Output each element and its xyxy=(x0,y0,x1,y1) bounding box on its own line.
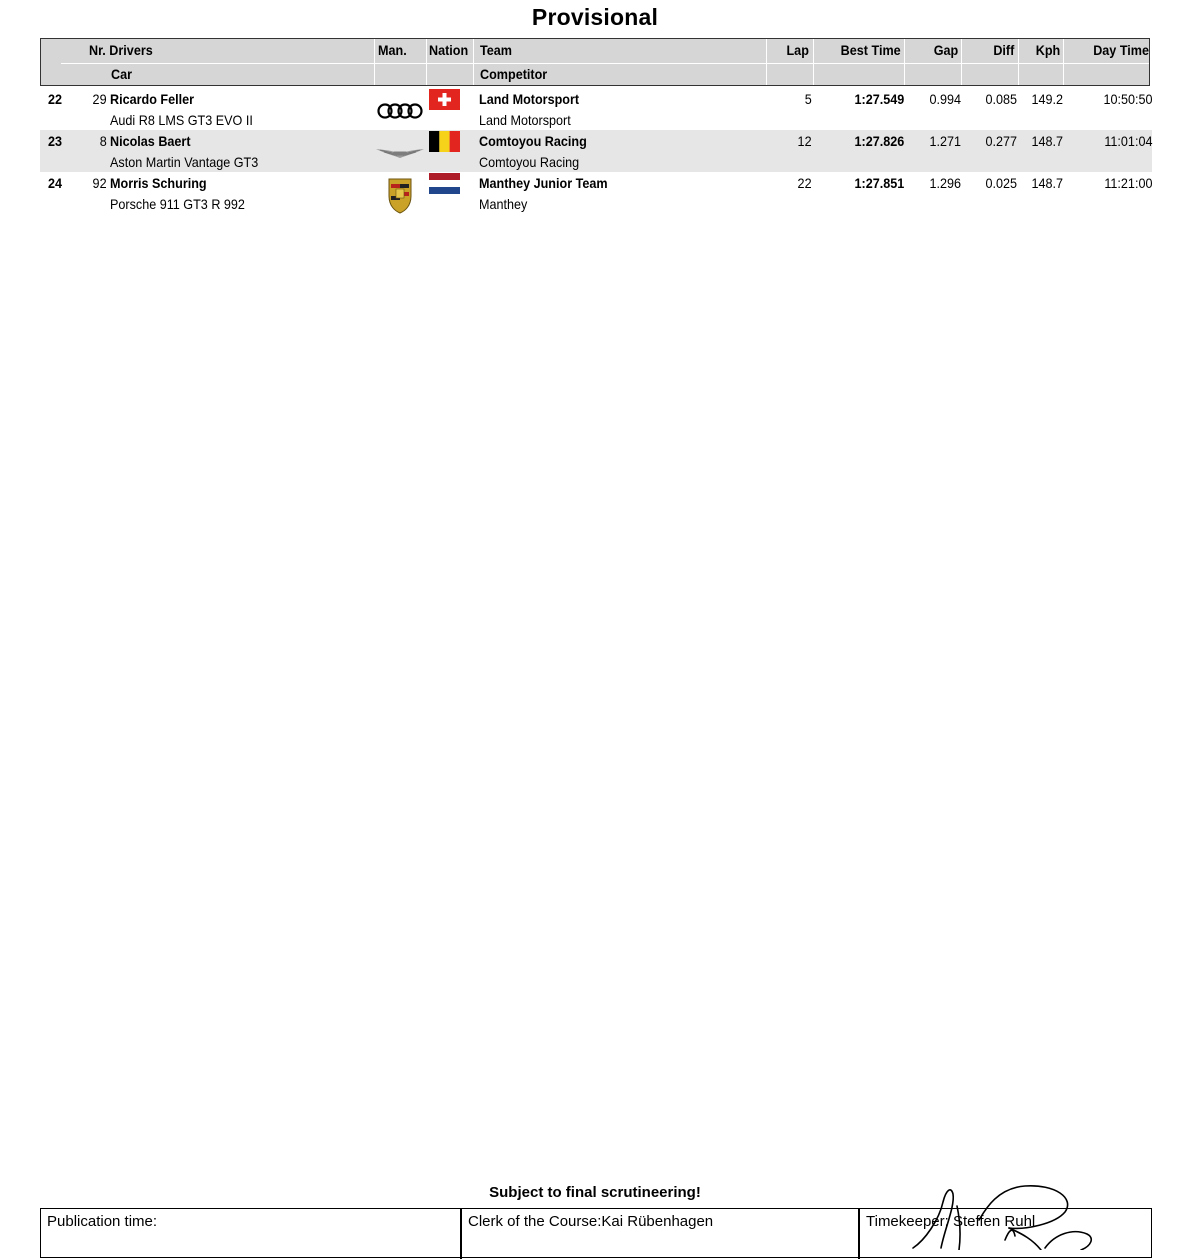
header-best-time: Best Time xyxy=(840,42,901,58)
results-table-header xyxy=(40,38,1150,86)
lap-value: 12 xyxy=(797,133,812,149)
switzerland-flag-icon xyxy=(429,89,460,110)
team-name: Land Motorsport xyxy=(479,91,580,107)
signature-icon xyxy=(905,1180,1105,1250)
kph-value: 148.7 xyxy=(1031,175,1063,191)
competitor-name: Comtoyou Racing xyxy=(479,154,580,170)
best-time-value: 1:27.549 xyxy=(854,91,904,107)
kph-value: 148.7 xyxy=(1031,133,1063,149)
team-name: Comtoyou Racing xyxy=(479,133,587,149)
gap-value: 0.994 xyxy=(929,91,961,107)
competitor-name: Land Motorsport xyxy=(479,112,571,128)
table-row xyxy=(40,88,1152,130)
header-column-divider xyxy=(961,39,962,85)
publication-time-label: Publication time: xyxy=(47,1213,158,1230)
car-model: Aston Martin Vantage GT3 xyxy=(110,154,259,170)
team-name: Manthey Junior Team xyxy=(479,175,608,191)
car-model: Porsche 911 GT3 R 992 xyxy=(110,196,245,212)
header-lap: Lap xyxy=(786,42,809,58)
car-number: 8 xyxy=(99,133,107,149)
table-row xyxy=(40,130,1152,172)
best-time-value: 1:27.826 xyxy=(854,133,904,149)
header-column-divider xyxy=(766,39,767,85)
best-time-value: 1:27.851 xyxy=(854,175,904,191)
audi-logo-icon xyxy=(376,91,424,127)
kph-value: 149.2 xyxy=(1031,91,1063,107)
header-team: Team xyxy=(480,42,512,58)
lap-value: 22 xyxy=(797,175,812,191)
timekeeper-label: Timekeeper: Steffen Ruhl xyxy=(858,1209,1151,1259)
header-diff: Diff xyxy=(993,42,1014,58)
position: 22 xyxy=(48,91,63,107)
competitor-name: Manthey xyxy=(479,196,528,212)
day-time-value: 11:01:04 xyxy=(1103,133,1152,149)
header-column-divider xyxy=(1018,39,1019,85)
position: 24 xyxy=(48,175,63,191)
car-model: Audi R8 LMS GT3 EVO II xyxy=(110,112,253,128)
aston-martin-logo-icon xyxy=(376,133,424,169)
car-number: 29 xyxy=(92,91,107,107)
header-gap: Gap xyxy=(933,42,958,58)
car-number: 92 xyxy=(92,175,107,191)
netherlands-flag-icon xyxy=(429,173,460,194)
header-competitor: Competitor xyxy=(480,66,548,82)
gap-value: 1.271 xyxy=(929,133,961,149)
driver-name: Morris Schuring xyxy=(110,175,207,191)
header-day-time: Day Time xyxy=(1093,42,1149,58)
header-column-divider xyxy=(473,39,474,85)
belgium-flag-icon xyxy=(429,131,460,152)
header-column-divider xyxy=(1063,39,1064,85)
clerk-of-course-label: Clerk of the Course:Kai Rübenhagen xyxy=(460,1209,858,1259)
lap-value: 5 xyxy=(804,91,812,107)
scrutineering-note: Subject to final scrutineering! xyxy=(489,1184,701,1201)
day-time-value: 10:50:50 xyxy=(1102,91,1152,107)
position: 23 xyxy=(48,133,63,149)
header-column-divider xyxy=(813,39,814,85)
header-kph: Kph xyxy=(1035,42,1060,58)
header-divider xyxy=(61,63,1149,64)
diff-value: 0.025 xyxy=(985,175,1017,191)
diff-value: 0.085 xyxy=(985,91,1017,107)
header-column-divider xyxy=(904,39,905,85)
header-column-divider xyxy=(426,39,427,85)
header-nation: Nation xyxy=(429,42,469,58)
header-nr-drivers: Nr. Drivers xyxy=(89,42,153,58)
page-title: Provisional xyxy=(531,4,659,30)
gap-value: 1.296 xyxy=(929,175,961,191)
porsche-logo-icon xyxy=(376,174,424,214)
driver-name: Ricardo Feller xyxy=(110,91,195,107)
diff-value: 0.277 xyxy=(985,133,1017,149)
header-car: Car xyxy=(111,66,133,82)
header-manufacturer: Man. xyxy=(378,42,407,58)
header-column-divider xyxy=(374,39,375,85)
driver-name: Nicolas Baert xyxy=(110,133,191,149)
day-time-value: 11:21:00 xyxy=(1103,175,1152,191)
table-row xyxy=(40,172,1152,214)
